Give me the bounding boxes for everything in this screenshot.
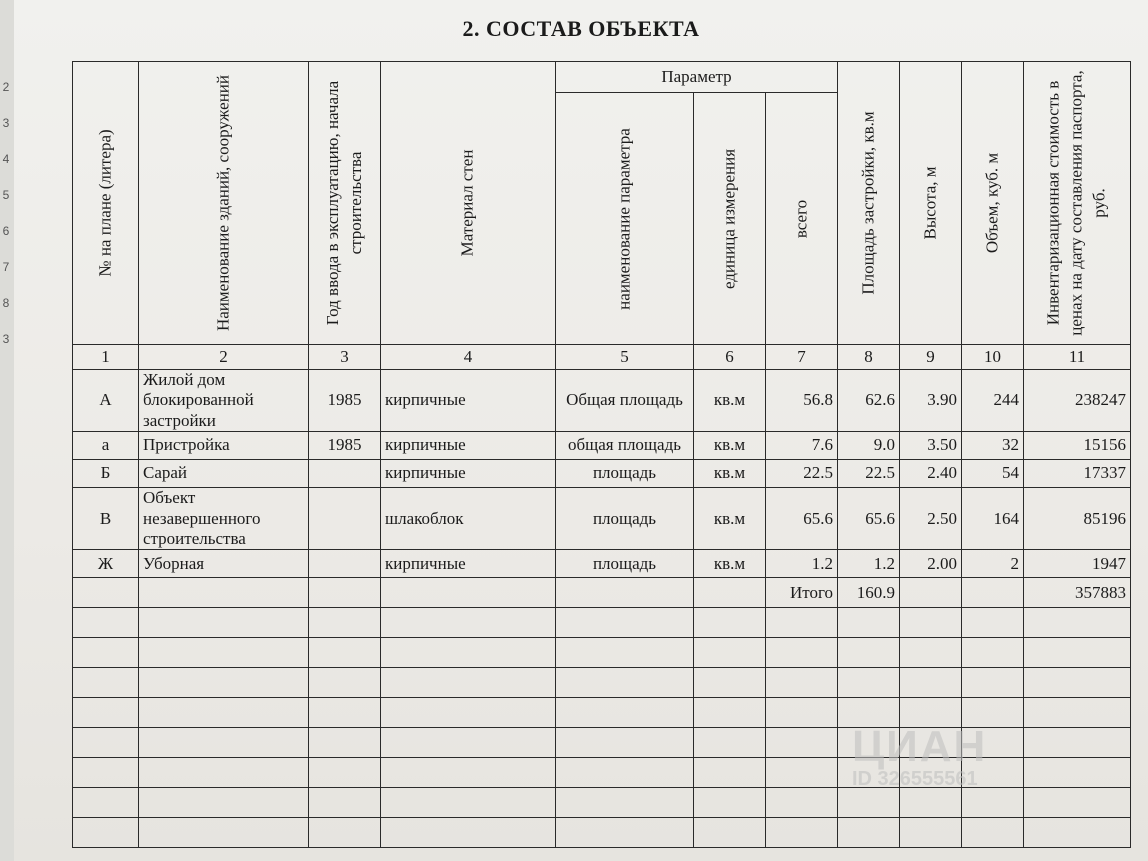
margin-number: 3 xyxy=(2,332,10,346)
cell-area: 22.5 xyxy=(838,460,900,488)
header-lit: № на плане (литера) xyxy=(73,62,139,345)
column-number: 2 xyxy=(139,345,309,370)
margin-number: 7 xyxy=(2,260,10,274)
watermark-brand: ЦИАН xyxy=(852,722,988,771)
cell-unit: кв.м xyxy=(694,488,766,550)
totals-label: Итого xyxy=(766,578,838,608)
cell-area: 62.6 xyxy=(838,370,900,432)
cell-height: 2.50 xyxy=(900,488,962,550)
margin-number: 6 xyxy=(2,224,10,238)
cell-param: площадь xyxy=(556,550,694,578)
cell-name: Пристройка xyxy=(139,432,309,460)
column-number: 10 xyxy=(962,345,1024,370)
table-row xyxy=(73,488,1131,550)
header-material: Материал стен xyxy=(381,62,556,345)
column-number: 3 xyxy=(309,345,381,370)
column-number-row xyxy=(73,345,1131,370)
header-area: Площадь застройки, кв.м xyxy=(838,62,900,345)
header-volume: Объем, куб. м xyxy=(962,62,1024,345)
cell-cost: 85196 xyxy=(1024,488,1131,550)
margin-number: 4 xyxy=(2,152,10,166)
cell-unit: кв.м xyxy=(694,550,766,578)
cell-volume: 244 xyxy=(962,370,1024,432)
watermark xyxy=(852,722,987,791)
cell-area: 9.0 xyxy=(838,432,900,460)
header-row xyxy=(73,62,1131,93)
cell-height: 2.00 xyxy=(900,550,962,578)
cell-unit: кв.м xyxy=(694,432,766,460)
table-row xyxy=(73,550,1131,578)
header-height: Высота, м xyxy=(900,62,962,345)
table-row xyxy=(73,432,1131,460)
cell-material: кирпичные xyxy=(381,460,556,488)
cell-total: 56.8 xyxy=(766,370,838,432)
totals-area: 160.9 xyxy=(838,578,900,608)
cell-param: Общая площадь xyxy=(556,370,694,432)
margin-numbers xyxy=(0,80,12,368)
margin-number: 8 xyxy=(2,296,10,310)
header-param-name: наименование параметра xyxy=(556,93,694,345)
cell-total: 22.5 xyxy=(766,460,838,488)
cell-material: кирпичные xyxy=(381,550,556,578)
cell-volume: 164 xyxy=(962,488,1024,550)
cell-name: Объект незавершенного строительства xyxy=(139,488,309,550)
cell-lit: а xyxy=(73,432,139,460)
cell-lit: В xyxy=(73,488,139,550)
cell-name: Уборная xyxy=(139,550,309,578)
totals-row xyxy=(73,578,1131,608)
header-param-unit: единица измерения xyxy=(694,93,766,345)
cell-cost: 15156 xyxy=(1024,432,1131,460)
totals-cost: 357883 xyxy=(1024,578,1131,608)
cell-height: 3.50 xyxy=(900,432,962,460)
cell-year xyxy=(309,460,381,488)
cell-total: 1.2 xyxy=(766,550,838,578)
cell-area: 65.6 xyxy=(838,488,900,550)
cell-cost: 238247 xyxy=(1024,370,1131,432)
cell-material: шлакоблок xyxy=(381,488,556,550)
column-number: 5 xyxy=(556,345,694,370)
empty-row xyxy=(73,638,1131,668)
header-name: Наименование зданий, сооружений xyxy=(139,62,309,345)
binding-margin xyxy=(0,0,14,861)
margin-number: 2 xyxy=(2,80,10,94)
column-number: 4 xyxy=(381,345,556,370)
column-number: 8 xyxy=(838,345,900,370)
cell-year xyxy=(309,488,381,550)
cell-name: Жилой дом блокированной застройки xyxy=(139,370,309,432)
page-title: 2. СОСТАВ ОБЪЕКТА xyxy=(462,16,700,41)
watermark-id: ID 326555561 xyxy=(852,768,978,790)
header-year: Год ввода в эксплуатацию, начала строительства xyxy=(309,62,381,345)
cell-total: 65.6 xyxy=(766,488,838,550)
column-number: 11 xyxy=(1024,345,1131,370)
cell-year: 1985 xyxy=(309,432,381,460)
cell-unit: кв.м xyxy=(694,460,766,488)
empty-row xyxy=(73,788,1131,818)
cell-name: Сарай xyxy=(139,460,309,488)
empty-row xyxy=(73,818,1131,848)
header-param: Параметр xyxy=(556,62,838,93)
cell-year xyxy=(309,550,381,578)
cell-height: 2.40 xyxy=(900,460,962,488)
cell-lit: Б xyxy=(73,460,139,488)
empty-row xyxy=(73,668,1131,698)
cell-height: 3.90 xyxy=(900,370,962,432)
cell-param: общая площадь xyxy=(556,432,694,460)
cell-cost: 17337 xyxy=(1024,460,1131,488)
cell-material: кирпичные xyxy=(381,432,556,460)
document-page xyxy=(14,0,1148,861)
table-row xyxy=(73,370,1131,432)
cell-area: 1.2 xyxy=(838,550,900,578)
cell-unit: кв.м xyxy=(694,370,766,432)
empty-row xyxy=(73,608,1131,638)
cell-volume: 54 xyxy=(962,460,1024,488)
cell-year: 1985 xyxy=(309,370,381,432)
margin-number: 3 xyxy=(2,116,10,130)
header-cost: Инвентаризационная стоимость в ценах на дату составления паспорта, руб. xyxy=(1024,62,1131,345)
cell-param: площадь xyxy=(556,488,694,550)
table-row xyxy=(73,460,1131,488)
cell-material: кирпичные xyxy=(381,370,556,432)
column-number: 7 xyxy=(766,345,838,370)
cell-total: 7.6 xyxy=(766,432,838,460)
column-number: 1 xyxy=(73,345,139,370)
cell-param: площадь xyxy=(556,460,694,488)
cell-volume: 2 xyxy=(962,550,1024,578)
header-param-total: всего xyxy=(766,93,838,345)
column-number: 9 xyxy=(900,345,962,370)
cell-lit: А xyxy=(73,370,139,432)
margin-number: 5 xyxy=(2,188,10,202)
cell-cost: 1947 xyxy=(1024,550,1131,578)
column-number: 6 xyxy=(694,345,766,370)
cell-lit: Ж xyxy=(73,550,139,578)
cell-volume: 32 xyxy=(962,432,1024,460)
